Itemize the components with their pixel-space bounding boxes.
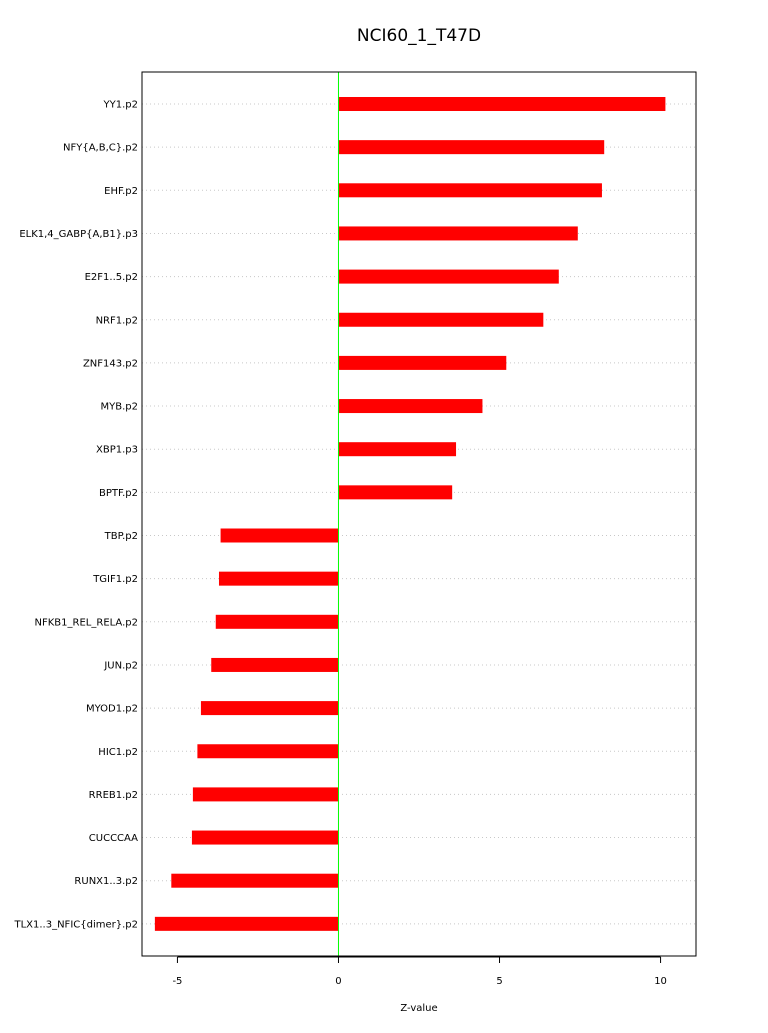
bar (338, 356, 506, 370)
bar (171, 874, 338, 888)
y-tick-label: YY1.p2 (103, 99, 138, 111)
bar (201, 701, 339, 715)
bar (216, 615, 339, 629)
y-tick-label: HIC1.p2 (98, 746, 138, 758)
x-axis-label: Z-value (400, 1003, 438, 1014)
chart-title: NCI60_1_T47D (356, 26, 482, 46)
bar (338, 485, 452, 499)
bar (211, 658, 338, 672)
bar (338, 313, 543, 327)
bar (338, 226, 577, 240)
y-tick-label: EHF.p2 (104, 185, 138, 197)
bar (197, 744, 338, 758)
x-tick-label: 5 (496, 976, 503, 987)
y-tick-label: TLX1..3_NFIC{dimer}.p2 (14, 919, 138, 931)
y-tick-label: ELK1,4_GABP{A,B1}.p3 (19, 228, 138, 240)
y-tick-label: NRF1.p2 (95, 315, 138, 327)
bar (219, 572, 338, 586)
bar (193, 787, 339, 801)
y-tick-label: MYB.p2 (100, 401, 138, 413)
y-tick-label: CUCCCAA (88, 833, 138, 845)
x-tick-label: 0 (335, 976, 342, 987)
y-tick-label: NFKB1_REL_RELA.p2 (34, 617, 138, 629)
bar (221, 529, 339, 543)
y-tick-label: RREB1.p2 (88, 789, 138, 801)
y-tick-label: JUN.p2 (104, 660, 138, 672)
y-tick-label: MYOD1.p2 (85, 703, 138, 715)
bar (338, 270, 558, 284)
y-tick-label: XBP1.p3 (96, 444, 138, 456)
bar (338, 183, 601, 197)
bar (338, 97, 665, 111)
x-tick-label: 10 (654, 976, 667, 987)
bar (338, 140, 604, 154)
y-tick-label: TGIF1.p2 (93, 574, 138, 586)
y-tick-label: RUNX1..3.p2 (74, 876, 138, 888)
bar (338, 442, 456, 456)
bar (338, 399, 482, 413)
y-tick-label: BPTF.p2 (98, 487, 138, 499)
y-tick-label: NFY{A,B,C}.p2 (63, 142, 138, 154)
y-tick-label: TBP.p2 (104, 531, 138, 542)
bar (155, 917, 339, 931)
bar (192, 831, 339, 845)
x-tick-label: -5 (172, 976, 183, 987)
y-tick-label: E2F1..5.p2 (84, 272, 138, 284)
y-tick-label: ZNF143.p2 (82, 358, 138, 370)
